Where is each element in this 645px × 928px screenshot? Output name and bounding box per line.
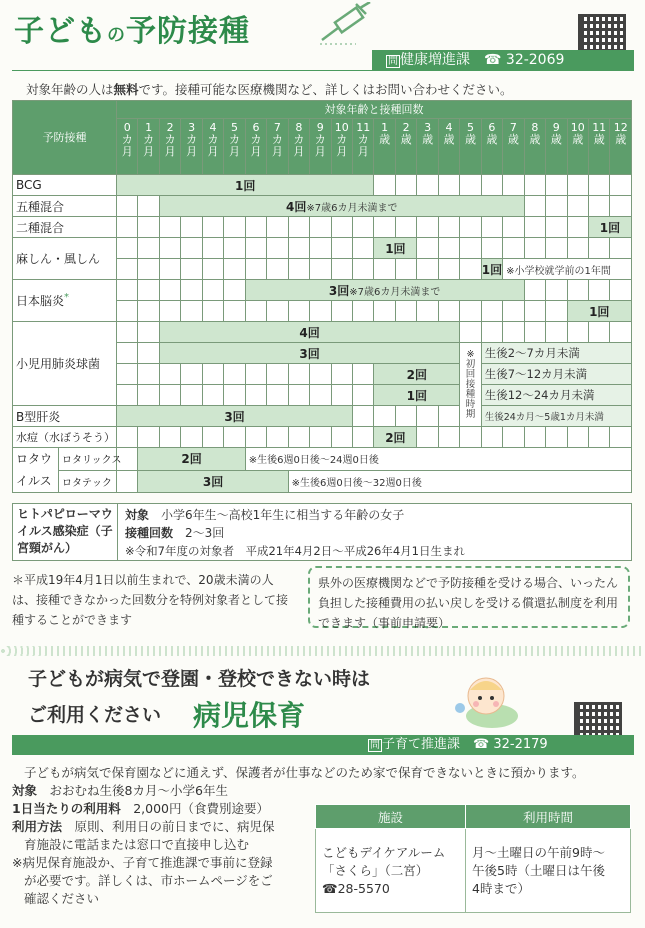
empty-cell — [117, 301, 138, 322]
age-col-20: 9 歳 — [546, 119, 567, 175]
empty-cell — [288, 301, 309, 322]
age-col-3: 3 カ 月 — [181, 119, 202, 175]
empty-cell — [481, 322, 502, 343]
row-dt: 二種混合 1回 — [13, 217, 632, 238]
empty-cell — [331, 238, 352, 259]
empty-cell — [395, 406, 416, 427]
empty-cell — [460, 301, 481, 322]
empty-cell — [331, 364, 352, 385]
header-age: 対象年齢と接種回数 — [117, 101, 632, 119]
empty-cell — [245, 364, 266, 385]
empty-cell — [181, 259, 202, 280]
empty-cell — [481, 175, 502, 196]
dose-bar — [245, 280, 524, 301]
empty-cell — [610, 322, 632, 343]
hours-cell: 月～土曜日の午前9時～ 午後5時（土曜日は午後 4時まで） — [466, 829, 631, 913]
empty-cell — [202, 364, 223, 385]
empty-cell — [310, 385, 331, 406]
empty-cell — [567, 280, 588, 301]
empty-cell — [524, 301, 545, 322]
empty-cell — [181, 280, 202, 301]
empty-cell — [610, 196, 632, 217]
empty-cell — [181, 364, 202, 385]
empty-cell — [610, 175, 632, 196]
row-varicella: 水痘（水ぼうそう） 2回 — [13, 427, 632, 448]
empty-cell — [181, 427, 202, 448]
age-col-2: 2 カ 月 — [159, 119, 180, 175]
empty-cell — [159, 238, 180, 259]
empty-cell — [267, 385, 288, 406]
empty-cell — [352, 427, 373, 448]
empty-cell — [224, 301, 245, 322]
empty-cell — [202, 385, 223, 406]
empty-cell — [524, 238, 545, 259]
empty-cell — [503, 301, 524, 322]
empty-cell — [395, 301, 416, 322]
age-col-9: 9 カ 月 — [310, 119, 331, 175]
age-col-12: 1 歳 — [374, 119, 395, 175]
hpv-name: ヒトパピローマウイルス感染症（子宮頸がん） — [13, 504, 118, 560]
dose-label: 3回 — [202, 474, 224, 489]
empty-cell — [503, 238, 524, 259]
dose-label: 4回 — [299, 325, 320, 340]
empty-cell — [417, 238, 438, 259]
empty-cell — [546, 217, 567, 238]
section-divider — [0, 646, 645, 656]
dose-label: 2回 — [181, 452, 202, 467]
reimbursement-note: 県外の医療機関などで予防接種を受ける場合、いったん負担した接種費用の払い戻しを受ける償還払制度を利用できます（事前申請要） — [308, 566, 630, 628]
empty-cell — [117, 217, 138, 238]
empty-cell — [438, 259, 459, 280]
dose-note: ※小学校就学前の1年間 — [503, 259, 632, 280]
empty-cell — [245, 217, 266, 238]
empty-cell — [352, 259, 373, 280]
empty-cell — [417, 301, 438, 322]
age-col-8: 8 カ 月 — [288, 119, 309, 175]
row-pentavalent: 五種混合 4回※7歳6カ月未満まで — [13, 196, 632, 217]
empty-cell — [331, 301, 352, 322]
dose-note: ※生後6週0日後～24週0日後 — [245, 448, 631, 471]
facility-phone[interactable]: ☎28-5570 — [322, 880, 390, 896]
dose-label: 1回 — [235, 178, 256, 193]
facility-cell: こどもデイケアルーム 「さくら」（二宮） ☎28-5570 — [316, 829, 466, 913]
empty-cell — [245, 301, 266, 322]
empty-cell — [202, 280, 223, 301]
empty-cell — [331, 217, 352, 238]
empty-cell — [117, 238, 138, 259]
row-hepb: B型肝炎 3回 生後24カ月～5歳1カ月未満 — [13, 406, 632, 427]
empty-cell — [352, 301, 373, 322]
empty-cell — [546, 280, 567, 301]
empty-cell — [245, 238, 266, 259]
age-col-5: 5 カ 月 — [224, 119, 245, 175]
row-pcv: 小児用肺炎球菌 4回 — [13, 322, 632, 343]
pcv-period-note: 生後2～7カ月未満 — [481, 343, 631, 364]
dose-bar — [117, 175, 374, 196]
empty-cell — [567, 196, 588, 217]
empty-cell — [588, 280, 609, 301]
header-vaccine: 予防接種 — [13, 101, 117, 175]
empty-cell — [503, 217, 524, 238]
empty-cell — [374, 175, 395, 196]
dose-bar — [374, 238, 417, 259]
empty-cell — [310, 427, 331, 448]
dose-note: ※7歳6カ月未満まで — [349, 286, 441, 298]
empty-cell — [331, 259, 352, 280]
facility-table — [315, 804, 631, 913]
empty-cell — [224, 217, 245, 238]
empty-cell — [117, 322, 138, 343]
dose-label: 1回 — [481, 262, 503, 277]
empty-cell — [567, 175, 588, 196]
empty-cell — [310, 301, 331, 322]
dose-bar — [374, 364, 460, 385]
dose-bar — [374, 385, 460, 406]
dose-label: 1回 — [599, 220, 621, 235]
empty-cell — [310, 364, 331, 385]
pcv-initial-mark: ※ 初 回 接 種 時 期 — [460, 343, 481, 427]
empty-cell — [202, 427, 223, 448]
contact-bar-2: 問 子育て推進課 ☎ 32-2179 — [12, 735, 634, 755]
empty-cell — [159, 385, 180, 406]
empty-cell — [159, 217, 180, 238]
syringe-icon — [316, 2, 376, 46]
dose-label: 1回 — [406, 388, 428, 403]
empty-cell — [159, 364, 180, 385]
age-col-15: 4 歳 — [438, 119, 459, 175]
empty-cell — [438, 427, 459, 448]
row-mr: 麻しん・風しん 1回 — [13, 238, 632, 259]
empty-cell — [417, 406, 438, 427]
empty-cell — [117, 385, 138, 406]
empty-cell — [460, 427, 481, 448]
empty-cell — [588, 322, 609, 343]
empty-cell — [352, 364, 373, 385]
empty-cell — [159, 301, 180, 322]
empty-cell — [438, 175, 459, 196]
pcv-period-note: 生後24カ月～5歳1カ月未満 — [481, 406, 631, 427]
empty-cell — [117, 343, 138, 364]
empty-cell — [481, 427, 502, 448]
empty-cell — [117, 427, 138, 448]
empty-cell — [202, 259, 223, 280]
age-col-23: 12 歳 — [610, 119, 632, 175]
dose-label: 4回 — [286, 199, 307, 214]
empty-cell — [331, 385, 352, 406]
section2-title: 病児保育 — [193, 699, 306, 732]
empty-cell — [138, 322, 159, 343]
dose-bar — [481, 259, 502, 280]
empty-cell — [588, 238, 609, 259]
empty-cell — [374, 217, 395, 238]
empty-cell — [159, 259, 180, 280]
empty-cell — [181, 238, 202, 259]
empty-cell — [567, 217, 588, 238]
empty-cell — [588, 175, 609, 196]
age-col-17: 6 歳 — [481, 119, 502, 175]
dose-note: ※生後6週0日後～32週0日後 — [288, 470, 631, 493]
empty-cell — [460, 217, 481, 238]
dose-label: 3回 — [299, 346, 320, 361]
empty-cell — [267, 259, 288, 280]
intro-text: 対象年齢の人は無料です。接種可能な医療機関など、詳しくはお問い合わせください。 — [26, 82, 513, 97]
empty-cell — [224, 385, 245, 406]
age-col-14: 3 歳 — [417, 119, 438, 175]
dose-bar — [374, 427, 417, 448]
empty-cell — [374, 406, 395, 427]
empty-cell — [288, 364, 309, 385]
pcv-period-note: 生後12～24カ月未満 — [481, 385, 631, 406]
empty-cell — [288, 385, 309, 406]
empty-cell — [202, 301, 223, 322]
footnote: ＊平成19年4月1日以前生まれで、20歳未満の人は、接種できなかった回数分を特例対象者として接種することができます — [12, 573, 289, 627]
empty-cell — [117, 280, 138, 301]
empty-cell — [395, 217, 416, 238]
dose-label: 2回 — [385, 430, 406, 445]
age-col-18: 7 歳 — [503, 119, 524, 175]
empty-cell — [138, 301, 159, 322]
empty-cell — [610, 238, 632, 259]
empty-cell — [224, 238, 245, 259]
dose-note: ※7歳6カ月未満まで — [306, 202, 398, 214]
age-col-22: 11 歳 — [588, 119, 609, 175]
empty-cell — [460, 322, 481, 343]
empty-cell — [588, 427, 609, 448]
empty-cell — [546, 427, 567, 448]
dose-bar — [159, 322, 459, 343]
dose-bar — [159, 343, 459, 364]
empty-cell — [138, 343, 159, 364]
vaccine-schedule-table — [12, 100, 632, 493]
empty-cell — [481, 217, 502, 238]
section2-body: 子どもが病気で保育園などに通えず、保護者が仕事などのため家で保育できないときに預かります。 対象 おおむね生後8カ月～小学6年生 1日当たりの利用料 2,000円（食費別途要） 利用方法 原則、利用日の前日までに、病児保 育施設に電話または窓口で直接申し込む ※病児保育施設か、子育て推進課で事前に登録 が必要です。詳しくは、市ホームページをご 確認ください — [12, 765, 585, 906]
empty-cell — [503, 427, 524, 448]
empty-cell — [288, 217, 309, 238]
age-col-19: 8 歳 — [524, 119, 545, 175]
age-col-7: 7 カ 月 — [267, 119, 288, 175]
empty-cell — [352, 385, 373, 406]
empty-cell — [138, 364, 159, 385]
empty-cell — [224, 259, 245, 280]
empty-cell — [245, 259, 266, 280]
empty-cell — [181, 217, 202, 238]
facility-header: 施設 — [316, 805, 466, 829]
empty-cell — [267, 427, 288, 448]
empty-cell — [138, 259, 159, 280]
dose-label: 3回 — [328, 283, 350, 298]
dose-label: 1回 — [385, 241, 406, 256]
empty-cell — [567, 238, 588, 259]
empty-cell — [395, 175, 416, 196]
section2-heading: 子どもが病気で登園・登校できない時は — [28, 668, 371, 690]
empty-cell — [610, 280, 632, 301]
empty-cell — [481, 238, 502, 259]
empty-cell — [460, 259, 481, 280]
pcv-period-note: 生後7～12カ月未満 — [481, 364, 631, 385]
empty-cell — [267, 364, 288, 385]
empty-cell — [374, 259, 395, 280]
age-col-16: 5 歳 — [460, 119, 481, 175]
empty-cell — [395, 259, 416, 280]
empty-cell — [438, 406, 459, 427]
empty-cell — [288, 259, 309, 280]
empty-cell — [138, 196, 159, 217]
empty-cell — [417, 217, 438, 238]
empty-cell — [117, 196, 138, 217]
age-col-6: 6 カ 月 — [245, 119, 266, 175]
hours-header: 利用時間 — [466, 805, 631, 829]
empty-cell — [159, 280, 180, 301]
empty-cell — [546, 322, 567, 343]
age-col-21: 10 歳 — [567, 119, 588, 175]
empty-cell — [438, 301, 459, 322]
row-rotateq: ロタテック 3回 ※生後6週0日後～32週0日後 — [13, 470, 632, 493]
empty-cell — [546, 301, 567, 322]
empty-cell — [524, 196, 545, 217]
empty-cell — [460, 238, 481, 259]
empty-cell — [481, 301, 502, 322]
empty-cell — [288, 238, 309, 259]
dose-label: 1回 — [589, 304, 610, 319]
empty-cell — [138, 238, 159, 259]
empty-cell — [138, 385, 159, 406]
empty-cell — [138, 427, 159, 448]
empty-cell — [202, 238, 223, 259]
empty-cell — [181, 385, 202, 406]
baby-illustration-icon — [452, 668, 522, 728]
dose-bar — [588, 217, 631, 238]
age-col-0: 0 カ 月 — [117, 119, 138, 175]
empty-cell — [352, 217, 373, 238]
empty-cell — [417, 259, 438, 280]
empty-cell — [567, 322, 588, 343]
age-col-13: 2 歳 — [395, 119, 416, 175]
empty-cell — [417, 175, 438, 196]
hpv-row: ヒトパピローマウイルス感染症（子宮頸がん） 対象 小学6年生～高校1年生に相当する年齢の女子 接種回数 2～3回 ※令和7年度の対象者 平成21年4月2日～平成26年4月1日生まれ — [12, 503, 632, 561]
empty-cell — [588, 196, 609, 217]
empty-cell — [374, 301, 395, 322]
empty-cell — [267, 301, 288, 322]
empty-cell — [117, 364, 138, 385]
empty-cell — [159, 427, 180, 448]
age-col-11: 11 カ 月 — [352, 119, 373, 175]
age-col-1: 1 カ 月 — [138, 119, 159, 175]
dose-bar — [159, 196, 524, 217]
empty-cell — [138, 217, 159, 238]
row-je: 日本脳炎* 3回※7歳6カ月未満まで — [13, 280, 632, 301]
empty-cell — [546, 196, 567, 217]
empty-cell — [524, 427, 545, 448]
dose-bar — [138, 470, 288, 493]
empty-cell — [503, 175, 524, 196]
empty-cell — [310, 259, 331, 280]
empty-cell — [438, 238, 459, 259]
empty-cell — [245, 427, 266, 448]
empty-cell — [524, 175, 545, 196]
empty-cell — [524, 217, 545, 238]
section2-subheading: ご利用ください — [28, 704, 162, 726]
empty-cell — [417, 427, 438, 448]
age-col-10: 10 カ 月 — [331, 119, 352, 175]
page-title: 子どもの予防接種 — [14, 14, 250, 49]
empty-cell — [117, 259, 138, 280]
empty-cell — [524, 280, 545, 301]
age-col-4: 4 カ 月 — [202, 119, 223, 175]
empty-cell — [310, 217, 331, 238]
dose-bar — [117, 406, 353, 427]
empty-cell — [503, 322, 524, 343]
empty-cell — [310, 238, 331, 259]
empty-cell — [524, 322, 545, 343]
empty-cell — [352, 406, 373, 427]
empty-cell — [460, 175, 481, 196]
empty-cell — [224, 364, 245, 385]
empty-cell — [352, 238, 373, 259]
empty-cell — [245, 385, 266, 406]
empty-cell — [138, 280, 159, 301]
empty-cell — [117, 470, 138, 493]
empty-cell — [438, 217, 459, 238]
dose-bar — [567, 301, 631, 322]
row-bcg: BCG 1回 — [13, 175, 632, 196]
empty-cell — [288, 427, 309, 448]
dose-label: 2回 — [406, 367, 428, 382]
empty-cell — [181, 301, 202, 322]
empty-cell — [224, 427, 245, 448]
dose-label: 3回 — [224, 409, 245, 424]
empty-cell — [267, 217, 288, 238]
empty-cell — [567, 427, 588, 448]
row-rotarix: ロタウイルス ロタリックス 2回 ※生後6週0日後～24週0日後 — [13, 448, 632, 471]
empty-cell — [546, 175, 567, 196]
empty-cell — [610, 427, 632, 448]
empty-cell — [267, 238, 288, 259]
empty-cell — [546, 238, 567, 259]
empty-cell — [331, 427, 352, 448]
empty-cell — [224, 280, 245, 301]
empty-cell — [202, 217, 223, 238]
contact-bar: 問 健康増進課 ☎ 32-2069 — [372, 50, 634, 70]
dose-bar — [138, 448, 245, 471]
